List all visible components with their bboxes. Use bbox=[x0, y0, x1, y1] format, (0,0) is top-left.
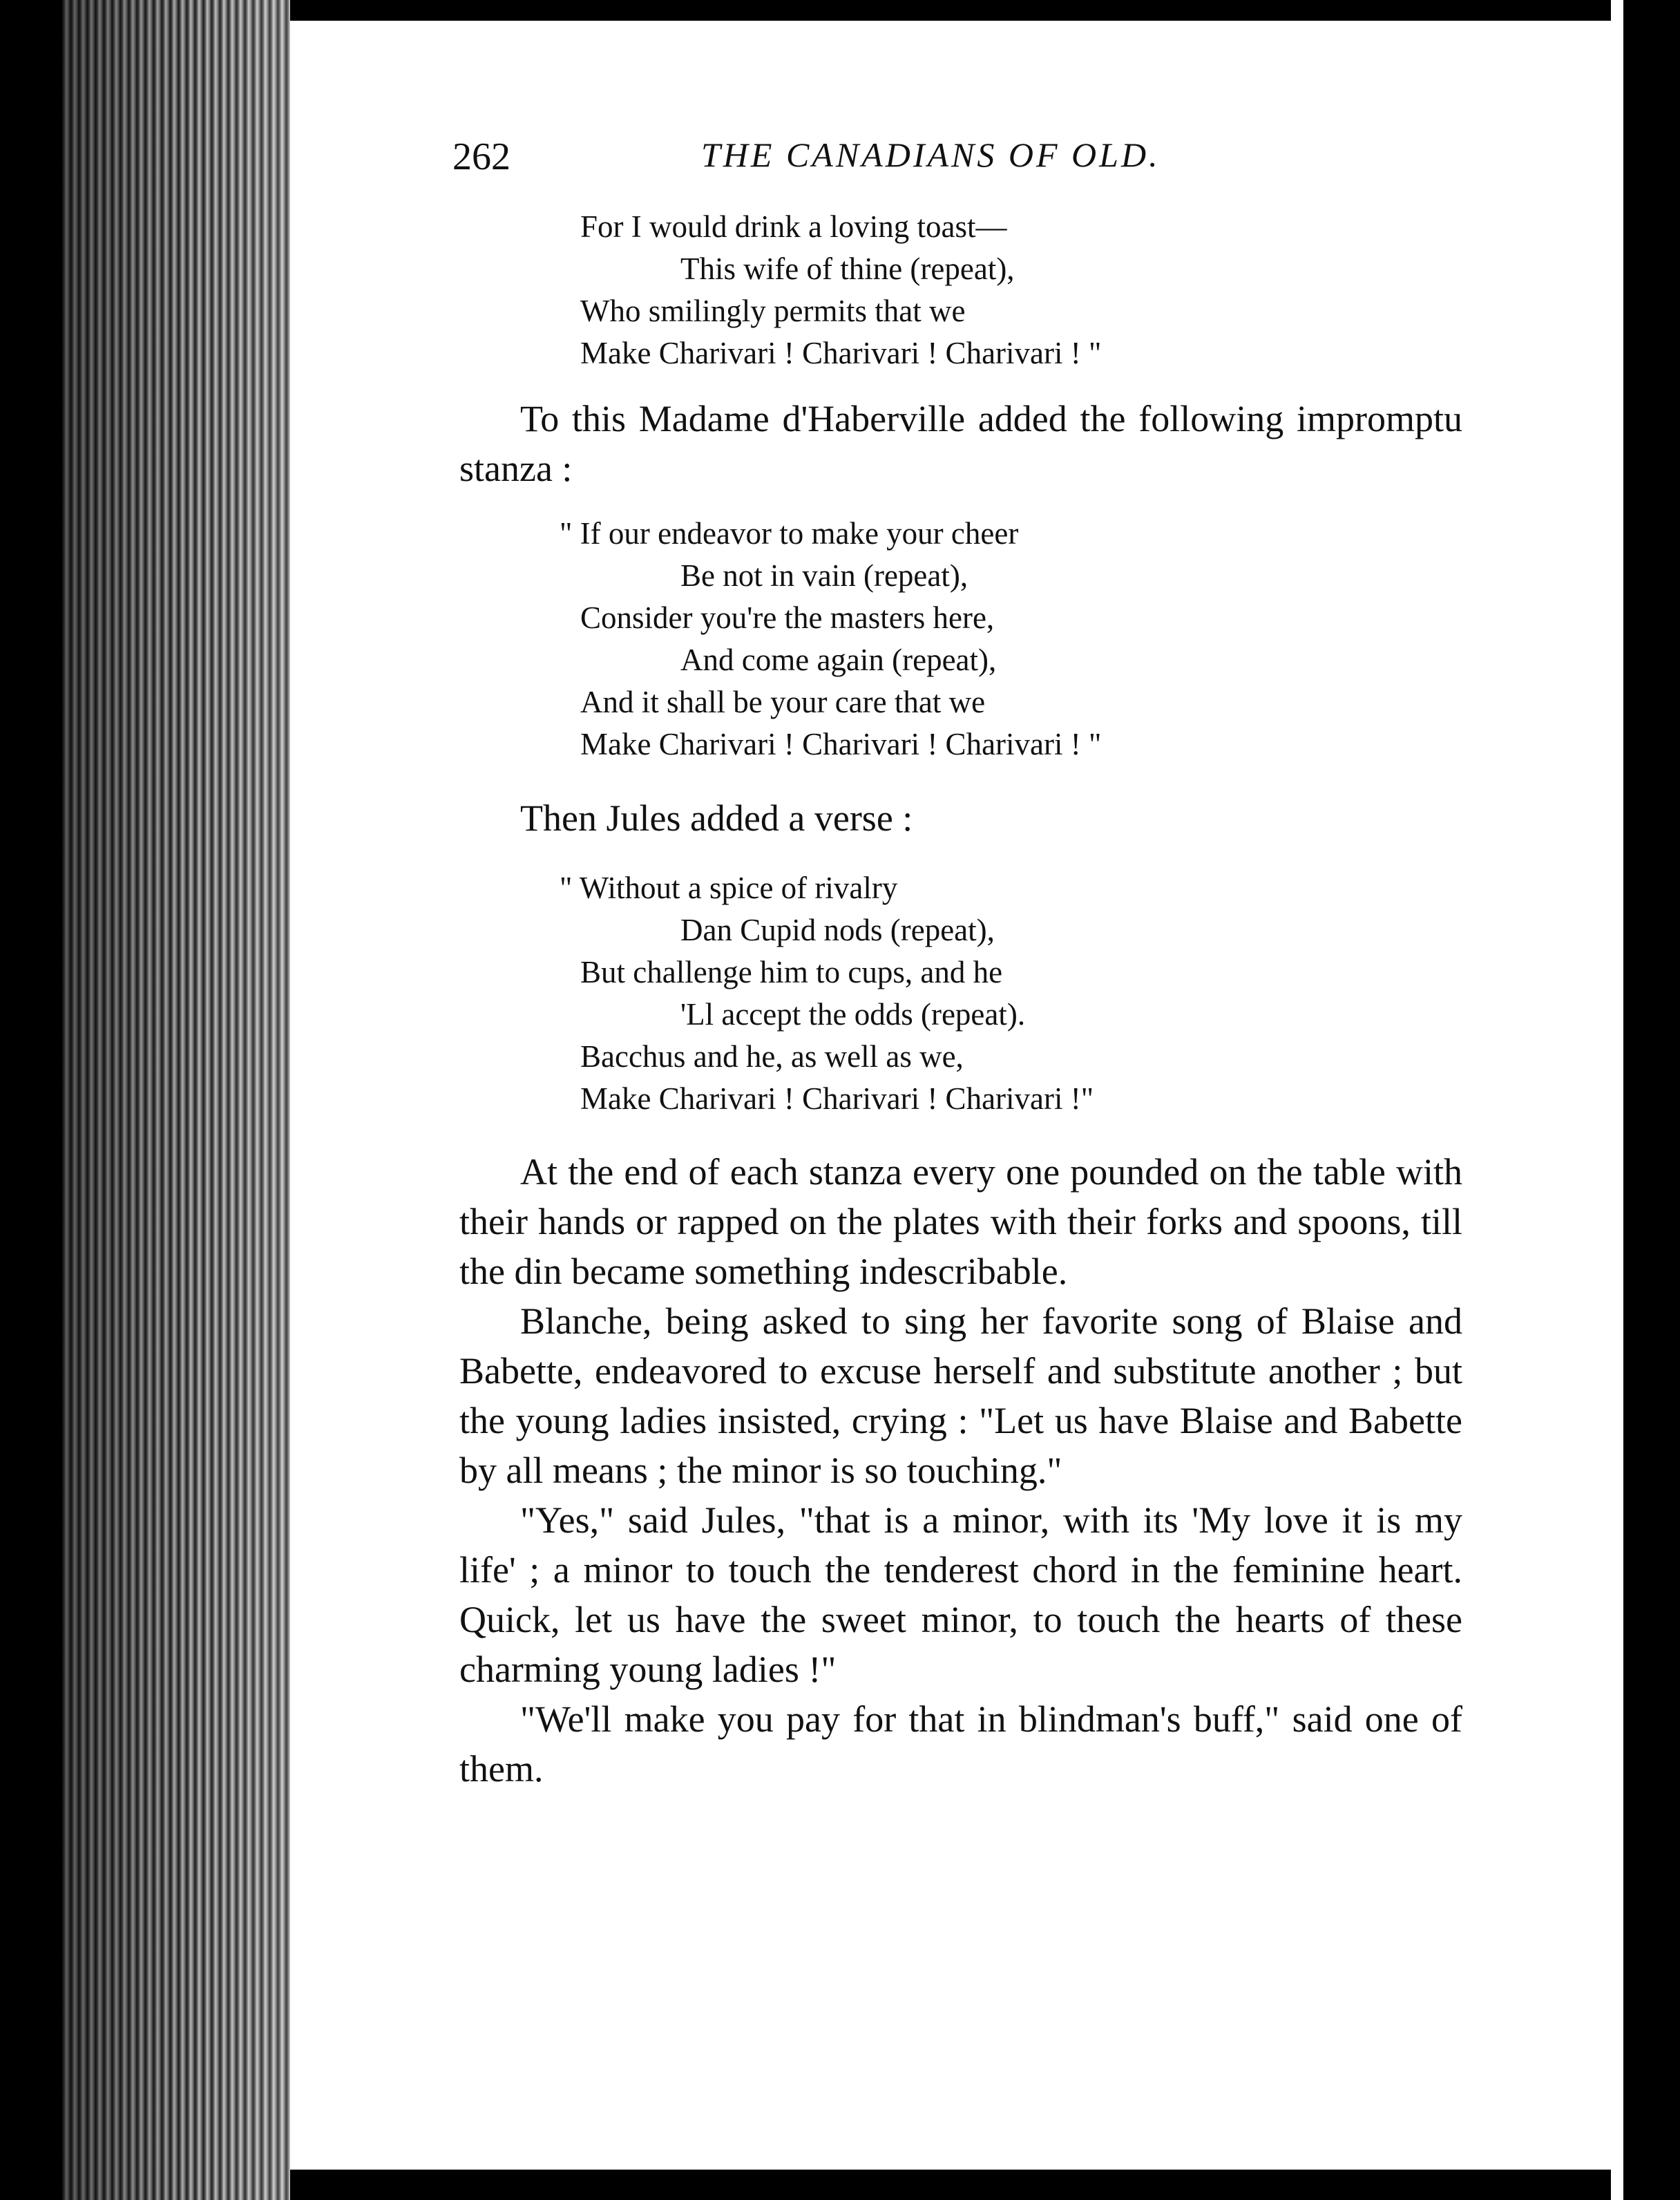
verse-line: Make Charivari ! Charivari ! Charivari ! " bbox=[580, 336, 1102, 370]
book-page-edges bbox=[62, 0, 290, 2200]
prose-body bbox=[459, 1147, 1462, 1794]
paragraph: To this Madame d'Haberville added the following impromptu stanza : bbox=[459, 398, 1462, 489]
verse-line: " If our endeavor to make your cheer bbox=[560, 516, 1019, 551]
verse-line: " Without a spice of rivalry bbox=[560, 871, 898, 905]
verse-line: Make Charivari ! Charivari ! Charivari ! " bbox=[580, 727, 1102, 761]
verse-stanza-1 bbox=[580, 206, 1409, 374]
verse-line: And it shall be your care that we bbox=[580, 685, 986, 719]
verse-line: Consider you're the masters here, bbox=[580, 600, 995, 635]
page-number: 262 bbox=[452, 135, 510, 178]
right-page-edge bbox=[1611, 0, 1623, 2200]
verse-stanza-2 bbox=[560, 513, 1409, 766]
paragraph: "Yes," said Jules, "that is a minor, with its 'My love it is my life' ; a minor to touch the tenderest chord in the feminine heart. Quick, let us have the sweet minor, to touch the hearts of these charming young ladies !" bbox=[459, 1499, 1462, 1690]
book-page bbox=[290, 21, 1611, 2170]
verse-line: Dan Cupid nods (repeat), bbox=[680, 913, 995, 947]
verse-line: Be not in vain (repeat), bbox=[680, 558, 968, 593]
paragraph: "We'll make you pay for that in blindman's buff," said one of them. bbox=[459, 1698, 1462, 1790]
verse-line: For I would drink a loving toast— bbox=[580, 209, 1007, 244]
running-title: THE CANADIANS OF OLD. bbox=[701, 135, 1161, 174]
paragraph: Blanche, being asked to sing her favorite song of Blaise and Babette, endeavored to excuse herself and substitute another ; but the young ladies insisted, crying : "Let us have Blaise and Babette by all means ; the minor is so touching." bbox=[459, 1300, 1462, 1491]
verse-stanza-3 bbox=[560, 867, 1409, 1120]
paragraph-jules-verse bbox=[459, 793, 1462, 843]
verse-line: Make Charivari ! Charivari ! Charivari !" bbox=[580, 1081, 1094, 1116]
verse-line: Bacchus and he, as well as we, bbox=[580, 1039, 964, 1074]
verse-line: But challenge him to cups, and he bbox=[580, 955, 1003, 989]
verse-line: This wife of thine (repeat), bbox=[680, 252, 1015, 286]
paragraph: Then Jules added a verse : bbox=[520, 797, 913, 839]
verse-line: Who smilingly permits that we bbox=[580, 294, 966, 328]
paragraph: At the end of each stanza every one pounded on the table with their hands or rapped on the plates with their forks and spoons, till the din became something indescribable. bbox=[459, 1151, 1462, 1292]
verse-line: And come again (repeat), bbox=[680, 643, 997, 677]
verse-line: 'Ll accept the odds (repeat). bbox=[680, 997, 1026, 1032]
page-header bbox=[452, 121, 1454, 183]
paragraph-intro-stanza bbox=[459, 394, 1462, 493]
